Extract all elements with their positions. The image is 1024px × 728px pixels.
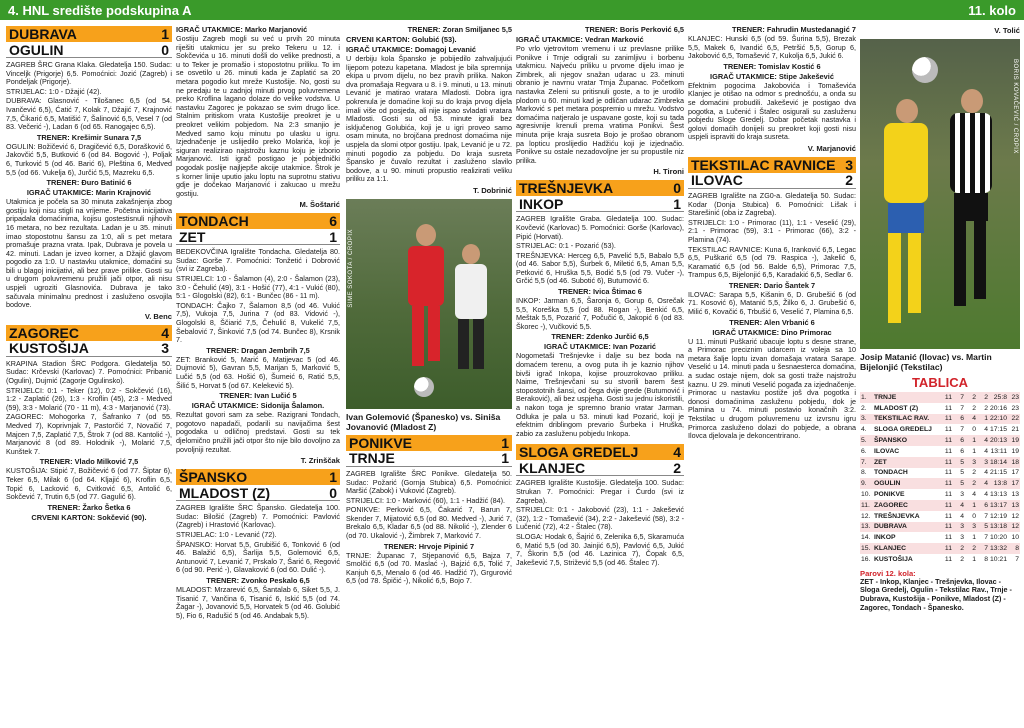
player-of-match: IGRAČ UTAKMICE: Stipe Jakešević: [710, 71, 834, 81]
stat-cell: 10:21: [989, 555, 1007, 563]
home-coach: TRENER: Vlado Milković 7,5: [39, 457, 139, 467]
stat-cell: 16.: [860, 554, 873, 565]
stat-cell: 11: [941, 446, 953, 457]
stat-cell: 11: [941, 532, 953, 543]
stat-cell: 18:14: [989, 458, 1007, 466]
stat-cell: 22: [1008, 414, 1020, 425]
home-team: SLOGA GREDELJ: [519, 444, 639, 461]
stat-cell: 5: [953, 478, 965, 489]
table-row: [860, 532, 1020, 543]
home-lineup: PONIKVE: Perković 6,5, Čakarić 7, Barun 7, Skender 7, Mijatović 6,5 (od 80. Medved -), Jurić 7, Brekalo 6,5, Kladar 6,5 (od 88. Nikolić -), Zlender 6 (od 70. Ukalović -), Žimbrek 7, Marković 7.: [346, 505, 512, 541]
home-coach: TRENER: Hrvoje Pipinić 7: [383, 541, 475, 551]
away-lineup: OGULIN: Božičević 6, Dragičević 6,5, Dorašković 6, Jakovčić 5,5, Butković 6 (od 84. Bogović -), Poljak 6, Turković 5 (od 46. Barić 6), Pleština 6, Medved 5,5 (od 66. Vukelja 6), Jurčić 5,5, Mazreku 6,5.: [6, 141, 172, 177]
team-name-cell: TEKSTILAC RAV.: [873, 414, 941, 425]
team-name-cell: DUBRAVA: [873, 522, 941, 533]
home-score: 3: [845, 156, 853, 173]
stat-cell: 4: [977, 446, 989, 457]
table-row: [860, 522, 1020, 533]
team-name-cell: KLANJEC: [873, 543, 941, 554]
team-name-cell: TREŠNJEVKA: [873, 511, 941, 522]
home-lineup: TEKSTILAC RAVNICE: Kuna 6, Iranković 6,5, Legac 6,5, Puškarić 6,5 (od 79. Raspica -), Jakelić 6, Karamatić 6,5 (od 56. Balde 6,5), Primorac 7,5, Trampus 6,5, Bijelonjić 6,5, Karadakić 6,5, Sedlar 6.: [688, 244, 856, 280]
away-team-row: [516, 460, 684, 476]
team-name-cell: ZAGOREC: [873, 500, 941, 511]
scorers: STRIJELCI: 1:0 - Marković (60), 1:1 - Hadžić (84).: [346, 495, 505, 505]
home-team-row: [346, 435, 512, 451]
stat-cell: 2: [977, 403, 989, 414]
next-round-title: Parovi 12. kola:: [860, 568, 916, 578]
home-lineup: ŠPANSKO: Horvat 5,5, Grubišić 6, Tonković 6 (od 46. Balažić 6,5), Šarlija 5,5, Golemović 6,5, Antunović 7, Levanić 7, Prskalo 7, Šarić 6, Regović 6 (od 90. Perić -), Glavaković 6 (od 60. Dulić -).: [176, 539, 340, 575]
away-team-row: [176, 229, 340, 245]
match-header-zagorec-kustosija: [6, 325, 172, 357]
team-name-cell: KUSTOŠIJA: [873, 554, 941, 565]
stat-cell: 7: [977, 543, 989, 554]
stat-cell: 3: [965, 522, 977, 533]
stat-cell: 3.: [860, 414, 873, 425]
photo-caption: Josip Matanić (Ilovac) vs. Martin Bijelonjić (Tekstilac): [860, 352, 992, 372]
stat-cell: 7: [1008, 554, 1020, 565]
stat-cell: 4: [977, 478, 989, 489]
stat-cell: 8: [977, 554, 989, 565]
stat-cell: 1: [965, 446, 977, 457]
stat-cell: 11.: [860, 500, 873, 511]
stat-cell: 3: [977, 457, 989, 468]
stat-cell: 12.: [860, 511, 873, 522]
stat-cell: 2.: [860, 403, 873, 414]
match-facts: ZAGREB Igralište ŠRC Špansko. Gledatelja 100. Sudac: Bilošić (Zagreb) 7. Pomoćnici: Pavlović (Zagreb) i Hrastović (Karlovac).: [176, 503, 340, 530]
photo-credit: BORIS KOVAČEVIĆ / CROPIX: [1012, 59, 1018, 154]
match-header-sloga-klanjec: [516, 444, 684, 476]
stat-cell: 10: [1008, 532, 1020, 543]
team-name-cell: ZET: [873, 457, 941, 468]
stat-cell: 12: [1008, 522, 1020, 533]
home-team: TREŠNJEVKA: [519, 180, 614, 197]
player-of-match: IGRAČ UTAKMICE: Sidonija Šalamon.: [191, 401, 325, 411]
home-lineup: DUBRAVA: Glasnović - Tilošanec 6,5 (od 54. Ivančević 6,5), Ćatić 7, Kolak 7, Džajić 7, Krajnović 7,5, Čikarić 6,5, Matišić 7, Šalinović 6,5, Vesel 7 (od 83. Večerić -), Ladan 6 (od 65. Ranogajec 6,5).: [6, 96, 172, 132]
away-team-row: [6, 42, 172, 58]
away-score: 1: [329, 228, 337, 245]
stat-cell: 13: [1008, 489, 1020, 500]
table-row: [860, 457, 1020, 468]
match-facts: ZAGREB Igralište na ZG0-a. Gledatelja 50. Sudac: Kodar (Donja Stubica) 6. Pomoćnici: Lišak i Starešinić (oba iz Zagreba).: [688, 190, 856, 218]
stat-cell: 6: [953, 446, 965, 457]
stat-cell: 5: [953, 457, 965, 468]
table-row: [860, 414, 1020, 425]
team-name-cell: TONDACH: [873, 468, 941, 479]
stat-cell: 7: [953, 424, 965, 435]
away-lineup: TRNJE: Županac 7, Stjepanović 6,5, Bajza 7, Smolčić 6,5 (od 70. Maslać -), Bajzić 6,5, Tolić 7, Kanjuh 6,5, Menalo 6 (od 46. Hadžić 7), Grgurović 6,5 (od 78. Špičić -), Nikolić 6,5, Bojo 7.: [346, 550, 512, 586]
home-coach: TRENER: Dragan Jembrih 7,5: [206, 345, 310, 355]
stat-cell: 1: [965, 435, 977, 446]
home-score: 4: [161, 324, 169, 341]
away-lineup: ZET: Branković 5, Marić 6, Matijevac 5 (od 46. Dujmović 5), Gavran 5,5, Marijan 5, Marković 5, Lučić 5,5 (od 63. Hošić 6), Šumeić 6, Ratić 5,5, Šilić 5, Horvat 5 (od 67. Kelekević 5).: [176, 354, 340, 390]
home-score: 1: [501, 434, 509, 451]
author-signature: V. Tolić: [994, 26, 1020, 35]
stat-cell: 11: [941, 457, 953, 468]
home-lineup: SLOGA: Hodak 6, Šajrić 6, Zelenika 6,5, Skaramuća 6, Matić 5,5 (od 30. Jainjić 6,5), Pavlović 6,5, Jukić 7, Škorin 5,5 (od 46. Lazinica 7), Čopak 6,5, Jakešević 7,5, Strižević 5,5 (od 46. Štalec 7).: [516, 531, 684, 567]
stat-cell: 14.: [860, 532, 873, 543]
stat-cell: 4: [953, 500, 965, 511]
scorers: STRIJELCI: 0:1 - Teker (12), 0:2 - Sokčević (16), 1:2 - Zaplatić (26), 1:3 - Kroflin (45), 2:3 - Medved (59), 3:3 - Molarić (70 - 11 m), 4:3 - Marjanović (73).: [6, 385, 172, 412]
home-lineup: ZAGOREC: Mohogorka 7, Šafranko 7 (od 55. Medved 7), Koprivnjak 7, Pastorčić 7, Novačić 7, Majcen 7,5, Zaplatić 7,5, Štrok 7 (od 88. Kantolić -), Marjanović 8 (od 89. Holodnik -), Molarić 7,5, Kunštek 7.: [6, 412, 172, 456]
stat-cell: 6: [953, 414, 965, 425]
author-signature: T. Zrinščak: [300, 456, 340, 466]
match-photo-1: [346, 199, 512, 409]
stat-cell: 15.: [860, 543, 873, 554]
home-team-row: [176, 213, 340, 229]
home-team-row: [516, 180, 684, 196]
home-team: TONDACH: [179, 213, 249, 230]
stat-cell: 2: [965, 392, 977, 403]
stat-cell: 17: [1008, 468, 1020, 479]
stat-cell: 1: [977, 414, 989, 425]
author-signature: H. Tironi: [653, 167, 684, 177]
match-facts: KRAPINA Stadion ŠRC Podgora. Gledatelja 50. Sudac: Krčevski (Karlovac) 7. Pomoćnici: Pribanić (Ogulin), Dujmić (Zagorje Ogulinsko).: [6, 358, 172, 386]
home-coach: TRENER: Krešimir Sunara 7,5: [36, 132, 142, 142]
player-of-match: IGRAČ UTAKMICE: Marko Marjanović: [176, 25, 308, 34]
stat-cell: 10.: [860, 489, 873, 500]
home-team: ZAGOREC: [9, 324, 79, 341]
table-row: [860, 435, 1020, 446]
team-name-cell: ŠPANSKO: [873, 435, 941, 446]
stat-cell: 23: [1008, 392, 1020, 403]
away-team-row: [6, 341, 172, 357]
match-report: U derbiju kola Špansko je pobijedilo zahvaljujući lijepom potezu kapetana. Mladost je bila spremnija ekipa u prvom dijelu, no bez pravih prilika. Nakon dva promašaja Regvara u 8. i 9. minuti, u 13. minuti Levanić je matirao vratara Mladosti. Dobra igra pokrenula je domaćine koji su do kraja prvog dijela imali više od posjeda, ali nije ispao svladati vratara Mladosti. Gosti su od 53. minute igrali bez isključenog Golubića, koji je u igri proveo samo osam minuta, no brojčana prednost domaćima nije uspjela da slomi otpor gostiju. Ipak, Levanić je u 72. minuti pogodio za pobjedu. Do kraja susreta Špansko je čuvalo rezultat i zasluženo slavilo bodove, a u 90. minuti propustio realizirati veliku priliku za 1:1.: [346, 54, 512, 184]
stat-cell: 7: [977, 511, 989, 522]
stat-cell: 3: [965, 457, 977, 468]
stat-cell: 10:20: [989, 534, 1007, 542]
stat-cell: 11: [941, 392, 953, 403]
scorers: STRIJELAC: 0:1 - Pozarić (53).: [516, 241, 616, 251]
column-4: [516, 24, 684, 724]
player-figure-white: [454, 244, 488, 374]
home-team-row: [516, 444, 684, 460]
home-team-row: [6, 325, 172, 341]
stat-cell: 11: [941, 500, 953, 511]
team-name-cell: SLOGA GREDELJ: [873, 424, 941, 435]
stat-cell: 3: [953, 522, 965, 533]
team-name-cell: OGULIN: [873, 478, 941, 489]
home-team-row: [6, 26, 172, 42]
match-report: Nogometaši Trešnjevke i dalje su bez boda na domaćem terenu, a ovog puta ih je kaznio njihov bivši igrač Inkopa, kojise prouzrokovao priliku. Naime, Trešnjevčani su su stvorili barem šest stopostotnih šansi, od čega dvije grede (Butumović i Beraković), ali bez uspjeha. Gosti su jednu iskoristili, a nakon toga je spremno branio vratar Jarman. Odluka je pala u 53. minuti kad Pozarić, koji je efektnim driblingom prevario Šurbeka i Hruška, zabio za zasluženu pobjedu Inkopa.: [516, 351, 684, 438]
stat-cell: 11: [941, 522, 953, 533]
stat-cell: 4: [977, 424, 989, 435]
stat-cell: 17: [1008, 478, 1020, 489]
home-score: 0: [673, 180, 681, 197]
away-score: 2: [673, 459, 681, 476]
away-coach: TRENER: Žarko Šetka 6: [47, 502, 131, 512]
away-team: ILOVAC: [691, 172, 743, 189]
stat-cell: 23: [1008, 403, 1020, 414]
stat-cell: 4: [953, 511, 965, 522]
standings-title: TABLICA: [911, 375, 969, 390]
scorers: STRIJELAC: 1:0 - Džajić (42).: [6, 86, 102, 96]
match-report: Efektnim pogocima Jakobovića i Tomaševića Klanjec je otišao na odmor s prednošću, a onda su se domaćini probudili. Jakešević je postigao dva pogotka, a Lučenić i Štalec osigurali su zasluženu pobjedu Sloge Gredelj. Dobar početak nastavka i golovi domaćih donijeli su preokret koji gosti nisu uspjeli ispraviti do kraja susreta.: [688, 80, 856, 142]
team-name-cell: ILOVAC: [873, 446, 941, 457]
match-header-spansko-mladost: [176, 469, 340, 501]
away-team-row: [688, 173, 856, 189]
match-header-tekstilac-ilovac: [688, 157, 856, 189]
column-2: [176, 24, 340, 724]
home-score: 4: [673, 444, 681, 461]
column-5: [688, 24, 856, 724]
home-team: DUBRAVA: [9, 26, 77, 42]
stat-cell: 17:15: [989, 426, 1007, 434]
away-coach: TRENER: Ivan Lučić 5: [219, 391, 297, 401]
stat-cell: 13:8: [989, 478, 1008, 489]
stat-cell: 11: [941, 414, 953, 425]
home-team-row: [176, 469, 340, 485]
player-figure-yellow: [882, 99, 930, 329]
away-coach: TRENER: Tomislav Kostić 6: [723, 61, 821, 71]
home-coach: TRENER: Fahrudin Mustedanagić 7: [731, 25, 856, 34]
stat-cell: 1: [965, 532, 977, 543]
home-coach: TRENER: Ivica Štimac 6: [558, 287, 642, 297]
away-coach: TRENER: Alen Vrbanić 6: [729, 317, 815, 327]
team-name-cell: INKOP: [873, 532, 941, 543]
away-team-row: [176, 485, 340, 501]
table-row: [860, 554, 1020, 565]
stat-cell: 20:13: [989, 437, 1007, 445]
home-coach: TRENER: Zvonko Peskalo 6,5: [206, 575, 310, 585]
round-label: 11. kolo: [968, 2, 1016, 18]
stat-cell: 11: [941, 403, 953, 414]
column-1: [6, 24, 172, 724]
away-coach: TRENER: Zoran Smiljanec 5,5: [407, 25, 512, 34]
section-header: [0, 0, 1024, 20]
stat-cell: 2: [953, 543, 965, 554]
stat-cell: 13:32: [989, 545, 1007, 553]
table-row: [860, 403, 1020, 414]
stat-cell: 21:15: [989, 469, 1007, 477]
stat-cell: 18: [1008, 457, 1020, 468]
stat-cell: 1: [965, 554, 977, 565]
stat-cell: 2: [965, 403, 977, 414]
match-facts: ZAGREB ŠRC Grana Klaka. Gledatelja 150. Sudac: Vinceljk (Prigorje) 6,5. Pomoćnici: Jozić (Zagreb) i Pondeljak (Prigorje).: [6, 60, 172, 87]
table-row: [860, 468, 1020, 479]
stat-cell: 1: [965, 500, 977, 511]
away-score: 0: [329, 484, 337, 501]
player-of-match: IGRAČ UTAKMICE: Marin Krajnović: [26, 188, 152, 198]
author-signature: T. Dobrinić: [473, 185, 512, 195]
match-header-dubrava-ogulin: [6, 26, 172, 58]
away-score: 2: [845, 172, 853, 189]
stat-cell: 3: [953, 489, 965, 500]
stat-cell: 2: [953, 554, 965, 565]
stat-cell: 7: [977, 532, 989, 543]
stat-cell: 13:11: [990, 447, 1007, 455]
player-of-match: IGRAČ UTAKMICE: Dino Primorac: [712, 327, 832, 337]
away-team: TRNJE: [349, 450, 395, 467]
away-team: KLANJEC: [519, 459, 586, 476]
stat-cell: 19: [1008, 446, 1020, 457]
away-lineup: ILOVAC: Sarapa 5,5, Kišanin 6, D. Grubešić 6 (od 71. Kosović 6), Matanić 5,5, Žilko 6, J. Grubešić 6, Milić 6, Kovačić 6, Trbušić 6, Veselić 7, Plamina 6,5.: [688, 289, 856, 317]
home-score: 1: [329, 469, 337, 486]
stat-cell: 11: [941, 511, 953, 522]
next-round-pairs: ZET - Inkop, Klanjec - Trešnjevka, Ilovac - Sloga Gredelj, Ogulin - Tekstilac Rav., Trnje - Dubrava, Kustošija - Ponikve, Mladost (Z) - Zagorec, Tondach - Španesko.: [860, 576, 1012, 612]
match-report: Rezultat govori sam za sebe. Razigrani Tondach, pogotovo napadači, podarili su navijačima šest pogodaka u odličnoj predstavi. Gosti su tek djelomično pružili jači otpor što nije bilo dovoljno za povoljniji rezultat.: [176, 410, 340, 454]
home-team: ŠPANSKO: [179, 469, 248, 486]
match-report: U 11. minuti Puškarić ubacuje loptu s desne strane, a Primorac preciznim udarcem iz voleja sa 10 metara šalje loptu izvan domašaja vratara Sarape. Veselić u 14. minuti pada u šesnaesterca domaćina, a sudac ostaje nijem, dok sa gosti traže najstrožu kaznu. U 29. minuti Veselić pogađa za izjednačenje. Primorac u nastavku postiže još dva pogotka i donosi domaćinima zasluženu pobjedu, dok je Plamina u 74. minuti postavio konačnih 3:2. Tekstilac u drugom poluvremenu uz izvrsnu igru Primorca zasluženo dolazi do pobjede, a obrana Ilovca djelovala je dekoncentrirano.: [688, 336, 856, 441]
stat-cell: 13:18: [989, 523, 1007, 531]
stat-cell: 11: [941, 424, 953, 435]
match-header-ponikve-trnje: [346, 435, 512, 467]
team-name-cell: TRNJE: [873, 392, 941, 403]
stat-cell: 1.: [860, 392, 873, 403]
match-report: Gostiju Zagreb mogli su već u prvih 20 minuta riješiti utakmicu jer su preko Tekeru u 12. i Sokčevića u 16. minuti došli do velike prednosti, a u to Teker je promašio i stopostotnu priliku. To im se osvetilo u 26. minuti kada je Zaplatić sa 20 metara pogodio kut mreže Kustošije. No, gosti su ne predaju te u zadnjoj minuti prvog poluvremena preko Kroflina lagano dolaze do velike vodstva. U nastavku Zagorec je pokazao se svim drugo lice. Stalnim pritiskom vrata Kustošije preokret je u preokret velikim pobjedom. Na 2:3 smanjio je Medved samo koju minutu po ulasku u igru. Izjednačenje je uslijedilo preko Molarića, koji je siguran realizirao najstrožu kaznu koju je izborio Marjanović. Isti igrač postigao je pobjednički pogodak poslije najljepše akcije utakmice. Štrok je s korner linije uputio jaku loptu na suprotnu stativu gdje je dočekao Marjanović i zakucao u mrežu gostiju.: [176, 34, 340, 198]
stat-cell: 8: [1008, 543, 1020, 554]
stat-cell: 4: [977, 435, 989, 446]
home-lineup: TREŠNJEVKA: Herceg 6,5, Pavelić 5,5, Babalo 5,5 (od 46. Sabor 5,5), Šurbek 6, Miletić 6,5, Aman 5,5, Petković 6, Hruška 5,5, Bodić 5,5 (od 79. Vučer -), Grčić 5,5 (od 46. Subotić 6), Butumović 6.: [516, 250, 684, 286]
stat-cell: 13:17: [989, 501, 1007, 509]
away-lineup: KLANJEC: Hunski 6,5 (od 59. Šurina 5,5), Brezak 5,5, Makek 6, Ivandić 6,5, Petršić 5,5, Gorup 6, Jakobović 6,5, Tomašević 7, Kukolja 6,5, Jukić 6.: [688, 34, 856, 61]
away-score: 1: [501, 450, 509, 467]
home-team: PONIKVE: [349, 434, 413, 451]
stat-cell: 11: [941, 435, 953, 446]
stat-cell: 4: [965, 414, 977, 425]
match-photo-2: [860, 39, 1020, 349]
home-score: 6: [329, 213, 337, 230]
match-facts: ZAGREB Igralište Kustošije. Gledatelja 100. Sudac: Strukan 7. Pomoćnici: Pregar i Ćurdo (svi iz Zagreba).: [516, 478, 684, 505]
match-header-tresnjevka-inkop: [516, 180, 684, 212]
player-of-match: IGRAČ UTAKMICE: Domagoj Levanić: [346, 45, 477, 54]
stat-cell: 5: [977, 522, 989, 533]
stat-cell: 13:13: [989, 491, 1007, 499]
player-of-match: IGRAČ UTAKMICE: Ivan Pozarić: [544, 342, 656, 352]
scorers: STRIJELCI: 1:0 - Primorac (11), 1:1 - Veselić (29), 2:1 - Primorac (59), 3:1 - Primorac (66), 3:2 - Plamina (74).: [688, 217, 856, 244]
stat-cell: 21: [1008, 424, 1020, 435]
stat-cell: 3: [953, 532, 965, 543]
stat-cell: 9.: [860, 478, 873, 489]
photo-caption: Ivan Golemović (Španesko) vs. Siniša Jovanović (Mladost Z): [346, 411, 501, 432]
stat-cell: 4: [977, 468, 989, 479]
team-name-cell: PONIKVE: [873, 489, 941, 500]
stat-cell: 11: [941, 478, 953, 489]
stat-cell: 11: [941, 554, 953, 565]
table-row: [860, 446, 1020, 457]
stat-cell: 13.: [860, 522, 873, 533]
author-signature: V. Benc: [144, 311, 172, 321]
stat-cell: 2: [965, 543, 977, 554]
football-icon: [414, 377, 434, 397]
stat-cell: 2: [965, 478, 977, 489]
stat-cell: 11: [941, 543, 953, 554]
match-facts: ZAGREB Igralište Graba. Gledatelja 100. Sudac: Kovčević (Karlovac) 5. Pomoćnici: Gorše (Karlovac), Pipić (Horvati).: [516, 214, 684, 241]
stat-cell: 8.: [860, 468, 873, 479]
stat-cell: 22:10: [989, 415, 1007, 423]
table-row: [860, 511, 1020, 522]
stat-cell: 6: [977, 500, 989, 511]
stat-cell: 4.: [860, 424, 873, 435]
away-team-row: [346, 451, 512, 467]
stat-cell: 0: [965, 424, 977, 435]
stat-cell: 7.: [860, 457, 873, 468]
stat-cell: 2: [977, 392, 989, 403]
section-title: 4. HNL središte podskupina A: [8, 2, 192, 18]
away-lineup: MLADOST: Mrzarević 6,5, Šantalab 6, Siket 5,5, J. Tisanić 7, Vančina 6, Tisanić 6, Iskić 5,5 (od 74. Žagar -), Jovanović 5,5, Horvatek 5 (od 46. Golubić 5), Fio 6, Radušić 5 (od 46. Andabak 5,5).: [176, 584, 340, 620]
stat-cell: 7: [953, 403, 965, 414]
red-card: CRVENI KARTON: Golubić (53).: [346, 35, 457, 44]
home-coach: TRENER: Dario Šantek 7: [728, 280, 816, 290]
scorers: STRIJELAC: 1:0 - Levanić (72).: [176, 529, 277, 539]
away-team: MLADOST (Z): [179, 484, 270, 501]
away-team-row: [516, 196, 684, 212]
stat-cell: 13: [1008, 500, 1020, 511]
player-figure-red: [406, 224, 446, 374]
team-name-cell: MLADOST (Z): [873, 403, 941, 414]
stat-cell: 6: [953, 435, 965, 446]
match-facts: BEDEKOVČINA Igralište Tondacha. Gledatelja 80. Sudac: Gorše 7. Pomoćnici: Tonžetić i Dobrović (svi iz Zagreba).: [176, 247, 340, 274]
home-team: TEKSTILAC RAVNICE: [691, 156, 836, 173]
stat-cell: 6.: [860, 446, 873, 457]
home-score: 1: [161, 26, 169, 42]
home-team-row: [688, 157, 856, 173]
football-icon: [912, 57, 938, 83]
table-row: [860, 478, 1020, 489]
stat-cell: 5: [953, 468, 965, 479]
stat-cell: 4: [977, 489, 989, 500]
away-team: ZET: [179, 228, 206, 245]
away-lineup: INKOP: Jarman 6,5, Šaronja 6, Gorup 6, Osrečak 5,5, Koreška 5,5 (od 88. Rogan -), Benkić 6,5, Meštak 5,5, Pozarić 7, Počučić 6, Jakopić 6 (od 83. Škorec -), Vučković 5,5.: [516, 296, 684, 331]
photo-credit: ŠIME ŠOKOTA / CROPIX: [348, 228, 354, 308]
away-team: INKOP: [519, 195, 564, 212]
table-row: [860, 500, 1020, 511]
table-row: [860, 392, 1020, 403]
scorers: STRIJELCI: 1:0 - Šalamon (4), 2:0 - Šalamon (23), 3:0 - Čehulić (49), 3:1 - Hošić (77), 4:1 - Vukić (80), 5:1 - Glogolski (82), 6:1 - Bunčec (86 - 11 m).: [176, 274, 340, 301]
away-coach: TRENER: Đuro Batinić 6: [46, 178, 132, 188]
stat-cell: 19: [1008, 435, 1020, 446]
stat-cell: 7: [953, 392, 965, 403]
red-card: CRVENI KARTON: Sokčević (90).: [31, 512, 147, 522]
author-signature: M. Šoštarić: [299, 200, 340, 210]
stat-cell: 0: [965, 511, 977, 522]
stat-cell: 11: [941, 489, 953, 500]
player-of-match: IGRAČ UTAKMICE: Vedran Marković: [516, 35, 644, 44]
stat-cell: 20:16: [989, 404, 1007, 412]
match-report: Utakmica je počela sa 30 minuta zakašnjenja zbog gostiju koji nisu stigli na vrijeme. Početna inicijativa pripadala domaćinima, kojisu gostestisnuli njihovih 16 metara, no bez rezultata. Ladan je u 35. minuti imao stopostotnu šansu za 1:0, ali s pet metara promašuje prazna vrata. Ipak, Dubrava je povela u 42. minuti. Ladan je izveo korner, a Džajić glavom pogodio za 1:0. U nastavku utakmice, domaćini su bili u blagoj inicijativi, ali bez prave prilike. Gosti su u drugom poluvremenu pružili jači otpor, ali nisu uspjeli ugroziti Glasnovića. Dubrava je tako sačuvala minimalnu prednost i zasluženo osvojila bodove.: [6, 197, 172, 310]
away-score: 0: [161, 41, 169, 58]
stat-cell: 2: [965, 468, 977, 479]
stat-cell: 5.: [860, 435, 873, 446]
column-3: [346, 24, 512, 724]
away-lineup: KUSTOŠIJA: Stipić 7, Božičević 6 (od 77. Šiptar 6), Teker 6,5, Milak 6 (od 64. Kljajić 6), Kroflin 6,5, Topić 6, Lacković 6, Cvitković 6,5, Antolić 6, Sokčević 7, Trutin 6,5 (od 77. Gagulić 6).: [6, 466, 172, 502]
away-score: 3: [161, 340, 169, 357]
match-facts: ZAGREB Igralište ŠRC Ponikve. Gledatelja 50. Sudac: Požarić (Gornja Stubica) 6,5. Pomoćnici: Maršić (Zabok) i Vuković (Zagreb).: [346, 468, 512, 496]
column-6: [860, 24, 1020, 724]
away-team: OGULIN: [9, 41, 64, 58]
author-signature: V. Marjanović: [807, 143, 856, 153]
stat-cell: 4: [965, 489, 977, 500]
table-row: [860, 424, 1020, 435]
away-score: 1: [673, 195, 681, 212]
stat-cell: 25:8: [989, 392, 1008, 403]
match-report: Po vrlo vjetrovitom vremenu i uz prevlasne prilike Ponikve i Trnje odigrali su zanimljivu i borbenu utakmicu. Najveću priliku u prvome dijelu imao je Zimbrek, ali njegov snažan udarac u 23. minuti obranio je navrnu vratar Trnja Županac. Početkom nastavka Zeleni su pritisnuli goste, a to je urodilo plodom u 60. minuti kad je odličan udarac Zimbreka Marković s pet metara pospremio u mrežu. Vodstvo domaćima natjeralo je uspavane goste, koji su tada agresivnije krenuli prema vratima Ponikvi. Šest minuta prije kraja susreta Bojo je prošao obranom pa lopticu proslijedio Hadžiću koji je izjednačio. Ponikve su ostale nezadovoljne jer su propustile niz prilika.: [516, 44, 684, 165]
away-coach: TRENER: Zdenko Jurčić 6,5: [551, 332, 649, 342]
table-row: [860, 543, 1020, 554]
player-figure-striped: [948, 89, 994, 309]
stat-cell: 11: [941, 468, 953, 479]
away-team: KUSTOŠIJA: [9, 340, 89, 357]
stat-cell: 12: [1008, 511, 1020, 522]
away-coach: TRENER: Boris Perković 6,5: [585, 25, 684, 34]
stat-cell: 12:19: [989, 512, 1007, 520]
match-header-tondach-zet: [176, 213, 340, 245]
home-lineup: TONDACH: Čajko 7, Šalamon 8,5 (od 46. Vukić 7,5), Vukoja 7,5, Jurina 7 (od 83. Vidović -), Glogolski 8, Ščiarić 7,5, Čehulić 8, Vukelić 7,5, Šebalović 7, Šinković 7,5 (od 74. Bunčec 8), Krsnik 7.: [176, 300, 340, 345]
scorers: STRIJELCI: 0:1 - Jakobović (23), 1:1 - Jakešević (32), 1:2 - Tomašević (34), 2:2 - Jakešević (58), 3:2 - Lučenić (72), 4:2 - Štalec (78).: [516, 505, 684, 532]
table-row: [860, 489, 1020, 500]
standings-table: [860, 392, 1020, 565]
